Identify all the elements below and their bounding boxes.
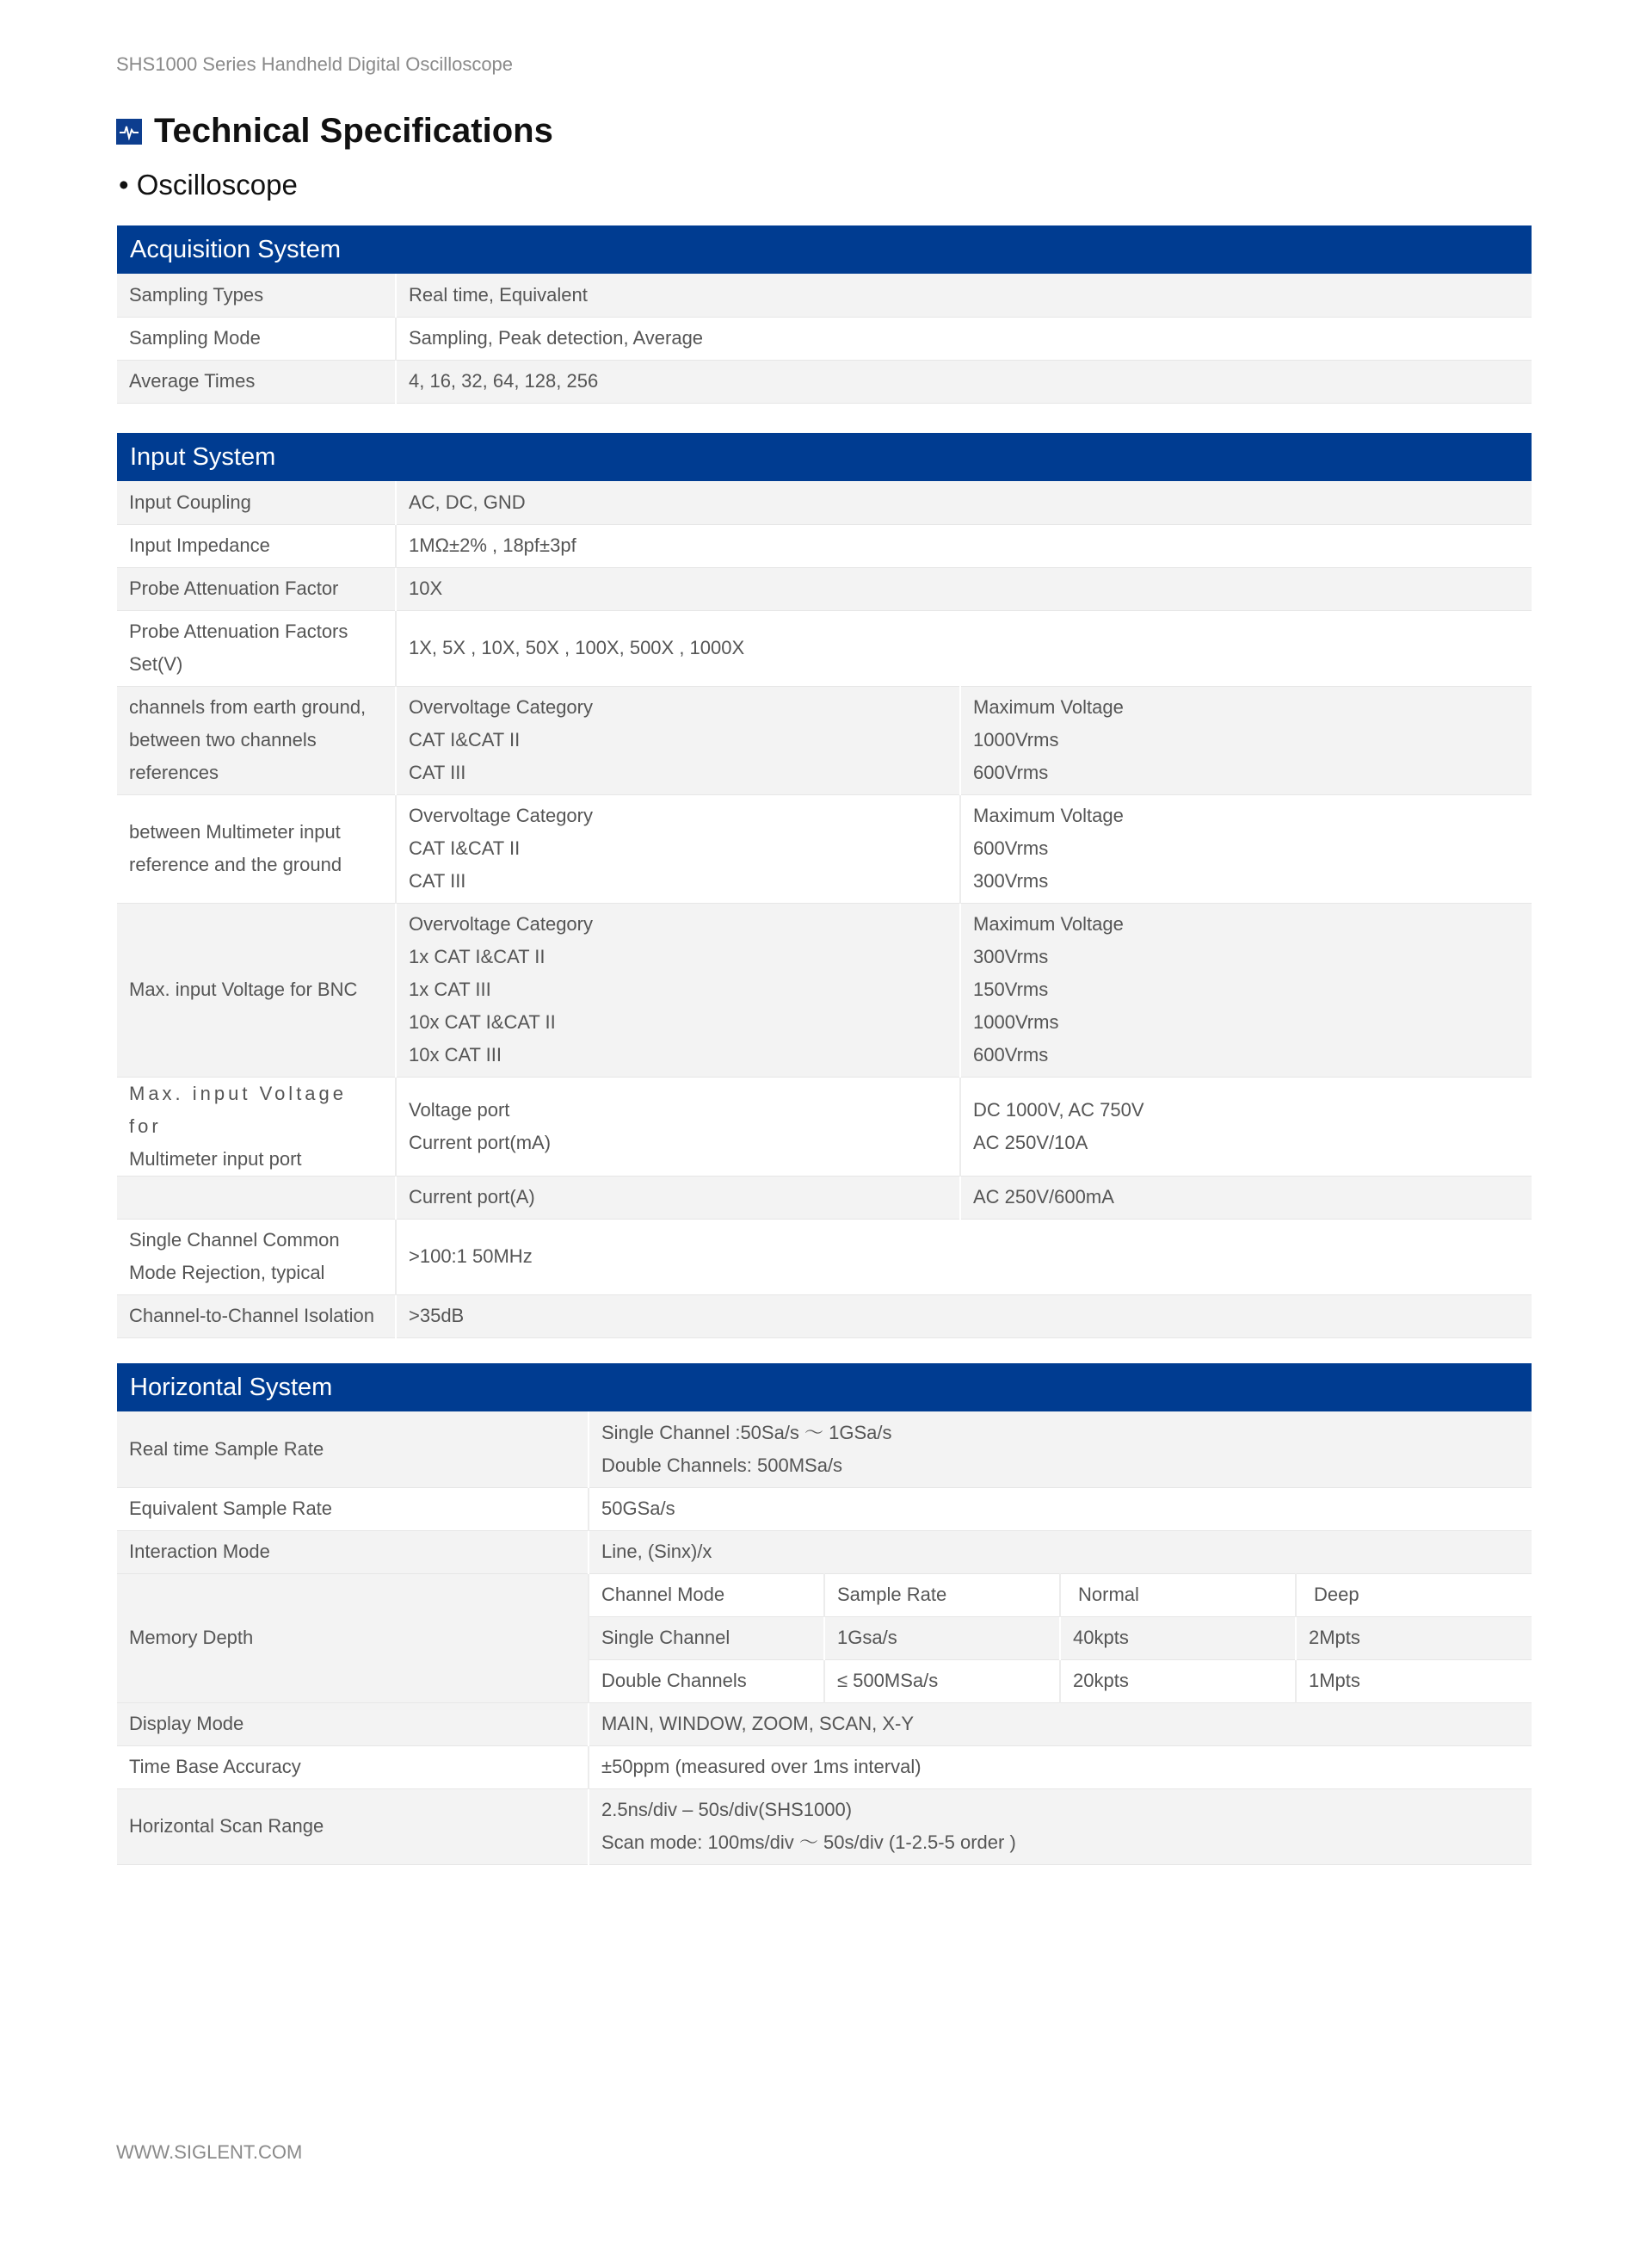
value-line: Scan mode: 100ms/div ～ 50s/div (1-2.5-5 order ) bbox=[601, 1831, 1016, 1853]
table-row bbox=[117, 1411, 1532, 1487]
value-line: Maximum Voltage bbox=[973, 913, 1124, 935]
spec-label: Sampling Types bbox=[117, 274, 396, 317]
table-row bbox=[117, 1573, 1532, 1616]
table-row bbox=[117, 274, 1532, 317]
category-cell bbox=[396, 794, 960, 903]
spec-value: >100:1 50MHz bbox=[396, 1219, 1532, 1294]
value-line: 600Vrms bbox=[973, 762, 1049, 783]
label-line: Mode Rejection, typical bbox=[129, 1262, 325, 1283]
spec-value: 4, 16, 32, 64, 128, 256 bbox=[396, 360, 1532, 403]
spec-label: Probe Attenuation Factor bbox=[117, 567, 396, 610]
value-line: Single Channel :50Sa/s ～ 1GSa/s bbox=[601, 1421, 892, 1443]
footer-url: WWW.SIGLENT.COM bbox=[116, 2141, 303, 2163]
memory-cell: Single Channel bbox=[589, 1616, 824, 1659]
horizontal-system-table bbox=[117, 1363, 1532, 1865]
value-line: 1x CAT I&CAT II bbox=[409, 946, 546, 967]
spec-label bbox=[117, 1219, 396, 1294]
label-line: Single Channel Common bbox=[129, 1229, 340, 1251]
spec-label: Average Times bbox=[117, 360, 396, 403]
spec-value: MAIN, WINDOW, ZOOM, SCAN, X-Y bbox=[589, 1702, 1532, 1745]
spec-value bbox=[589, 1411, 1532, 1487]
memory-cell: 1Mpts bbox=[1296, 1659, 1532, 1702]
value-line: 2.5ns/div – 50s/div(SHS1000) bbox=[601, 1799, 853, 1820]
value-line: 1000Vrms bbox=[973, 1011, 1059, 1033]
spec-value: Real time, Equivalent bbox=[396, 274, 1532, 317]
spec-label: Interaction Mode bbox=[117, 1530, 589, 1573]
table-row bbox=[117, 686, 1532, 794]
document-header: SHS1000 Series Handheld Digital Oscilloscope bbox=[116, 53, 514, 75]
spec-label: Input Coupling bbox=[117, 481, 396, 524]
memory-header-cell: Normal bbox=[1060, 1573, 1296, 1616]
value-line: DC 1000V, AC 750V bbox=[973, 1098, 1144, 1121]
spec-label bbox=[117, 794, 396, 903]
value-line: 1000Vrms bbox=[973, 729, 1059, 750]
label-line: references bbox=[129, 762, 219, 783]
table-row bbox=[117, 1788, 1532, 1864]
page-title: Technical Specifications bbox=[154, 112, 553, 150]
value-line: 1x CAT III bbox=[409, 979, 491, 1000]
memory-cell: 40kpts bbox=[1060, 1616, 1296, 1659]
memory-header-cell: Channel Mode bbox=[589, 1573, 824, 1616]
value-line: 300Vrms bbox=[973, 870, 1049, 892]
value-line: Double Channels: 500MSa/s bbox=[601, 1454, 843, 1476]
table-row bbox=[117, 903, 1532, 1077]
table-row bbox=[117, 1487, 1532, 1530]
memory-cell: ≤ 500MSa/s bbox=[824, 1659, 1060, 1702]
spec-label-empty bbox=[117, 1176, 396, 1219]
value-line: CAT III bbox=[409, 762, 466, 783]
spec-value: 1X, 5X , 10X, 50X , 100X, 500X , 1000X bbox=[396, 610, 1532, 686]
value-line: CAT I&CAT II bbox=[409, 837, 521, 859]
memory-header-cell: Sample Rate bbox=[824, 1573, 1060, 1616]
spec-value: Sampling, Peak detection, Average bbox=[396, 317, 1532, 360]
input-system-table bbox=[117, 433, 1532, 1338]
label-line: between Multimeter input bbox=[129, 821, 341, 843]
spec-label: Memory Depth bbox=[117, 1573, 589, 1702]
spec-value: 50GSa/s bbox=[589, 1487, 1532, 1530]
category-cell bbox=[396, 686, 960, 794]
table-row bbox=[117, 610, 1532, 686]
spec-label: Horizontal Scan Range bbox=[117, 1788, 589, 1864]
memory-header-cell: Deep bbox=[1296, 1573, 1532, 1616]
spec-value: 10X bbox=[396, 567, 1532, 610]
spec-value: Line, (Sinx)/x bbox=[589, 1530, 1532, 1573]
subsection-title: • Oscilloscope bbox=[119, 169, 298, 201]
label-line: Max. input Voltage for bbox=[129, 1082, 348, 1137]
value-line: CAT III bbox=[409, 870, 466, 892]
label-line: channels from earth ground, bbox=[129, 696, 367, 718]
voltage-cell bbox=[960, 903, 1532, 1077]
spec-label bbox=[117, 686, 396, 794]
port-value-cell: AC 250V/600mA bbox=[960, 1176, 1532, 1219]
value-line: 600Vrms bbox=[973, 837, 1049, 859]
value-line: Maximum Voltage bbox=[973, 805, 1124, 826]
spec-label: Channel-to-Channel Isolation bbox=[117, 1294, 396, 1337]
label-line: Multimeter input port bbox=[129, 1147, 302, 1170]
port-cell bbox=[396, 1077, 960, 1176]
value-line: Current port(mA) bbox=[409, 1131, 552, 1153]
value-line: Maximum Voltage bbox=[973, 696, 1124, 718]
spec-label: Sampling Mode bbox=[117, 317, 396, 360]
value-line: CAT I&CAT II bbox=[409, 729, 521, 750]
spec-value bbox=[589, 1788, 1532, 1864]
table-row bbox=[117, 481, 1532, 524]
value-line: Overvoltage Category bbox=[409, 913, 593, 935]
memory-cell: 2Mpts bbox=[1296, 1616, 1532, 1659]
value-line: 600Vrms bbox=[973, 1044, 1049, 1065]
spec-label bbox=[117, 610, 396, 686]
section-heading bbox=[116, 112, 553, 151]
voltage-cell bbox=[960, 686, 1532, 794]
voltage-cell bbox=[960, 794, 1532, 903]
spec-label: Display Mode bbox=[117, 1702, 589, 1745]
label-line: reference and the ground bbox=[129, 854, 342, 875]
spec-label: Input Impedance bbox=[117, 524, 396, 567]
table-header: Horizontal System bbox=[117, 1363, 1532, 1411]
table-row bbox=[117, 360, 1532, 403]
value-line: 300Vrms bbox=[973, 946, 1049, 967]
table-row bbox=[117, 1530, 1532, 1573]
table-row bbox=[117, 524, 1532, 567]
table-row bbox=[117, 1219, 1532, 1294]
spec-value: ±50ppm (measured over 1ms interval) bbox=[589, 1745, 1532, 1788]
spec-value: AC, DC, GND bbox=[396, 481, 1532, 524]
memory-cell: Double Channels bbox=[589, 1659, 824, 1702]
waveform-icon bbox=[116, 119, 142, 145]
value-line: AC 250V/10A bbox=[973, 1131, 1088, 1153]
table-row bbox=[117, 1294, 1532, 1337]
table-row bbox=[117, 794, 1532, 903]
value-line: 10x CAT III bbox=[409, 1044, 502, 1065]
port-cell: Current port(A) bbox=[396, 1176, 960, 1219]
table-row bbox=[117, 1077, 1532, 1176]
table-header: Input System bbox=[117, 433, 1532, 481]
subsection-title-text: Oscilloscope bbox=[136, 169, 298, 201]
category-cell bbox=[396, 903, 960, 1077]
table-header: Acquisition System bbox=[117, 225, 1532, 274]
memory-cell: 1Gsa/s bbox=[824, 1616, 1060, 1659]
port-value-cell bbox=[960, 1077, 1532, 1176]
value-line: Overvoltage Category bbox=[409, 696, 593, 718]
spec-label: Time Base Accuracy bbox=[117, 1745, 589, 1788]
label-line: Probe Attenuation Factors bbox=[129, 621, 348, 642]
value-line: Overvoltage Category bbox=[409, 805, 593, 826]
spec-label: Equivalent Sample Rate bbox=[117, 1487, 589, 1530]
spec-label: Max. input Voltage for BNC bbox=[117, 903, 396, 1077]
spec-value: >35dB bbox=[396, 1294, 1532, 1337]
label-line: Set(V) bbox=[129, 653, 183, 675]
table-row bbox=[117, 317, 1532, 360]
acquisition-system-table bbox=[117, 225, 1532, 404]
value-line: 10x CAT I&CAT II bbox=[409, 1011, 556, 1033]
table-row bbox=[117, 1176, 1532, 1219]
table-row bbox=[117, 567, 1532, 610]
spec-label: Real time Sample Rate bbox=[117, 1411, 589, 1487]
memory-cell: 20kpts bbox=[1060, 1659, 1296, 1702]
spec-label bbox=[117, 1077, 396, 1176]
table-row bbox=[117, 1702, 1532, 1745]
value-line: Voltage port bbox=[409, 1098, 510, 1121]
table-row bbox=[117, 1745, 1532, 1788]
value-line: 150Vrms bbox=[973, 979, 1049, 1000]
spec-value: 1MΩ±2% , 18pf±3pf bbox=[396, 524, 1532, 567]
label-line: between two channels bbox=[129, 729, 317, 750]
